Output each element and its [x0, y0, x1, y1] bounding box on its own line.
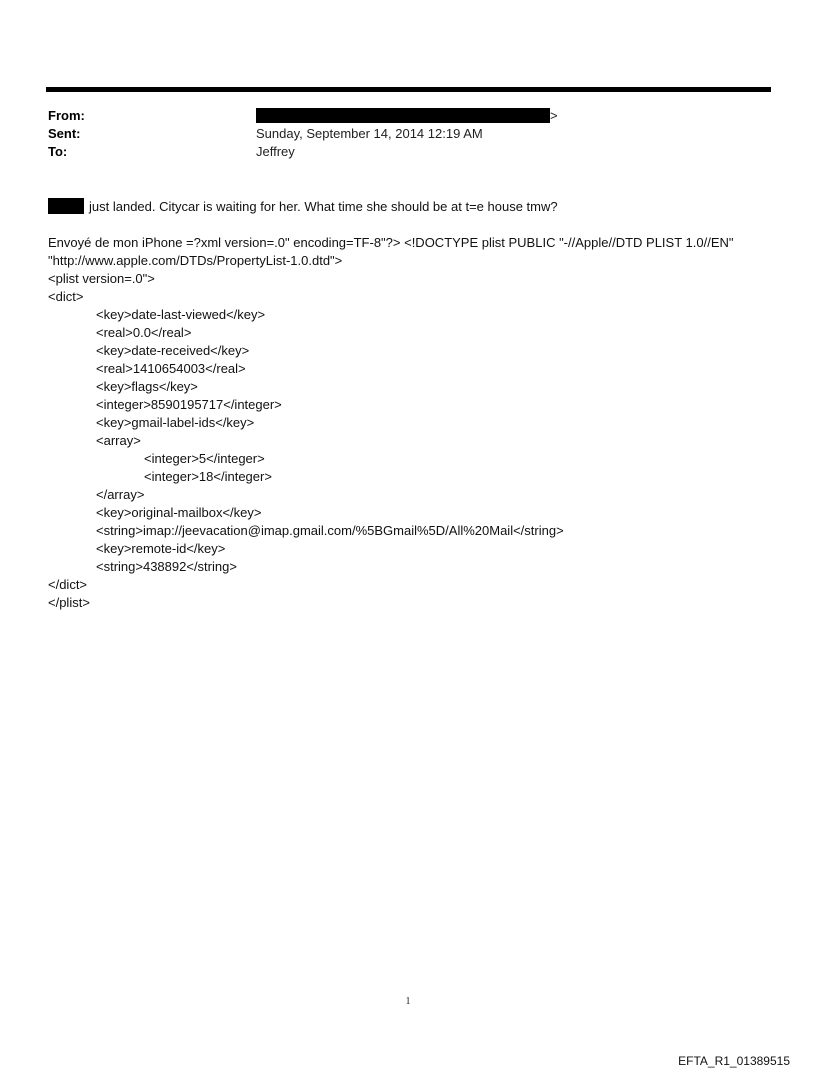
- from-value: [256, 107, 558, 125]
- to-value: Jeffrey: [256, 144, 295, 159]
- message-line: <plist version=.0">: [48, 271, 155, 286]
- from-suffix: >: [550, 108, 558, 123]
- from-row: [48, 107, 768, 125]
- message-line: <integer>18</integer>: [144, 469, 272, 484]
- message-line: <key>date-received</key>: [96, 343, 250, 358]
- sent-label: Sent:: [48, 126, 81, 141]
- message-lines: [48, 234, 778, 612]
- message-line: <real>0.0</real>: [96, 325, 192, 340]
- message-body: [48, 198, 778, 612]
- message-line: <string>imap://jeevacation@imap.gmail.com/%5BGmail%5D/All%20Mail</string>: [96, 523, 564, 538]
- from-label: From:: [48, 108, 85, 123]
- message-line: <dict>: [48, 289, 84, 304]
- message-line: <key>date-last-viewed</key>: [96, 307, 266, 322]
- header-rule: [46, 87, 771, 92]
- message-first-line-text: just landed. Citycar is waiting for her. What time she should be at t=e house tmw?: [89, 199, 558, 214]
- sent-value: Sunday, September 14, 2014 12:19 AM: [256, 126, 483, 141]
- email-header: [48, 107, 768, 161]
- sent-row: [48, 125, 768, 143]
- message-line: <key>flags</key>: [96, 379, 198, 394]
- message-line: <key>remote-id</key>: [96, 541, 226, 556]
- bates-number: EFTA_R1_01389515: [678, 1054, 790, 1068]
- message-line: </plist>: [48, 595, 90, 610]
- message-line: <integer>5</integer>: [144, 451, 265, 466]
- to-row: [48, 143, 768, 161]
- message-line: <key>gmail-label-ids</key>: [96, 415, 255, 430]
- page-number: 1: [405, 996, 411, 1007]
- message-line: <array>: [96, 433, 141, 448]
- message-line: <real>1410654003</real>: [96, 361, 246, 376]
- redaction-block: [256, 108, 550, 123]
- message-line: </array>: [96, 487, 145, 502]
- message-line: Envoyé de mon iPhone =?xml version=.0" encoding=TF-8"?> <!DOCTYPE plist PUBLIC "-//Apple//DTD PLIST 1.0//EN": [48, 235, 734, 250]
- message-line: <integer>8590195717</integer>: [96, 397, 282, 412]
- to-label: To:: [48, 144, 68, 159]
- message-line: <string>438892</string>: [96, 559, 237, 574]
- message-line: </dict>: [48, 577, 88, 592]
- message-line: "http://www.apple.com/DTDs/PropertyList-1.0.dtd">: [48, 253, 343, 268]
- message-line: <key>original-mailbox</key>: [96, 505, 262, 520]
- redaction-block: [48, 198, 84, 214]
- message-first-line: [48, 198, 778, 216]
